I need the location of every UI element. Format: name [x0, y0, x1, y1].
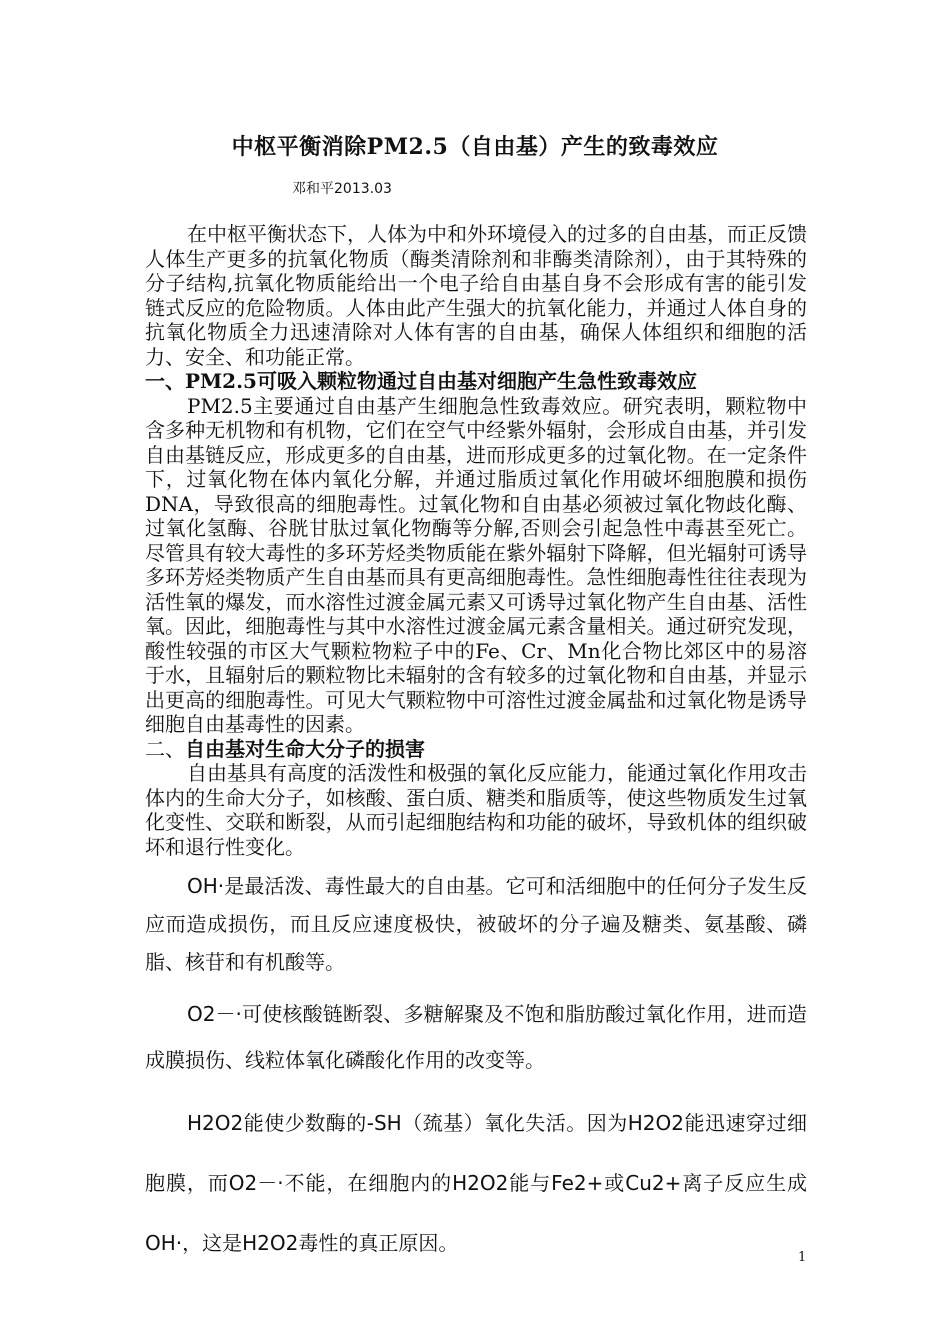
- page-number: 1: [798, 1250, 807, 1265]
- section-1-paragraph: PM2.5主要通过自由基产生细胞急性致毒效应。研究表明，颗粒物中含多种无机物和有机物，它们在空气中经紫外辐射，会形成自由基，并引发自由基链反应，形成更多的自由基，进而形成更多的过氧化物。在一定条件下，过氧化物在体内氧化分解，并通过脂质过氧化作用破坏细胞膜和损伤DNA，导致很高的细胞毒性。过氧化物和自由基必须被过氧化物歧化酶、过氧化氢酶、谷胱甘肽过氧化物酶等分解,否则会引起急性中毒甚至死亡。尽管具有较大毒性的多环芳烃类物质能在紫外辐射下降解，但光辐射可诱导多环芳烃类物质产生自由基而具有更高细胞毒性。急性细胞毒性往往表现为活性氧的爆发，而水溶性过渡金属元素又可诱导过氧化物产生自由基、活性氧。因此，细胞毒性与其中水溶性过渡金属元素含量相关。通过研究发现，酸性较强的市区大气颗粒物粒子中的Fe、Cr、Mn化合物比郊区中的易溶于水，且辐射后的颗粒物比未辐射的含有较多的过氧化物和自由基，并显示出更高的细胞毒性。可见大气颗粒物中可溶性过渡金属盐和过氧化物是诱导细胞自由基毒性的因素。: [145, 393, 807, 736]
- o2-paragraph: [145, 991, 807, 1083]
- h2o2-text-9: 毒性的真正原因。: [298, 1231, 459, 1255]
- h2o2-term: H2O2: [187, 1111, 244, 1135]
- oh-text: 是最活泼、毒性最大的自由基。它可和活细胞中的任何分子发生反应而造成损伤，而且反应速度极快，被破坏的分子遍及糖类、氨基酸、磷脂、核苷和有机酸等。: [145, 874, 807, 974]
- fe-term: Fe2+: [551, 1171, 604, 1195]
- section-2-paragraph: 自由基具有高度的活泼性和极强的氧化反应能力，能通过氧化作用攻击体内的生命大分子，如核酸、蛋白质、糖类和脂质等，使这些物质发生过氧化变性、交联和断裂，从而引起细胞结构和功能的破坏，导致机体的组织破坏和退行性变化。: [145, 761, 807, 859]
- oh-paragraph: [145, 867, 807, 981]
- o2-term: O2－·: [187, 1002, 242, 1026]
- section-heading-1: 一、PM2.5可吸入颗粒物通过自由基对细胞产生急性致毒效应: [145, 369, 697, 393]
- h2o2-text-6: 或: [603, 1171, 626, 1195]
- heading-2-number: 二、: [145, 736, 185, 761]
- h2o2-text-8: ，这是: [182, 1231, 243, 1255]
- h2o2-text-1: 能使少数酶的: [243, 1111, 367, 1135]
- h2o2-term-3: H2O2: [452, 1171, 509, 1195]
- author-date: [292, 178, 392, 198]
- o2-text: 可使核酸链断裂、多糖解聚及不饱和脂肪酸过氧化作用，进而造成膜损伤、线粒体氧化磷酸化作用的改变等。: [145, 1002, 807, 1072]
- h2o2-paragraph: [145, 1093, 807, 1273]
- intro-paragraph: 在中枢平衡状态下，人体为中和外环境侵入的过多的自由基，而正反馈人体生产更多的抗氧化物质（酶类清除剂和非酶类清除剂），由于其特殊的分子结构,抗氧化物质能给出一个电子给自由基自身不会形成有害的能引发链式反应的危险物质。人体由此产生强大的抗氧化能力，并通过人体自身的抗氧化物质全力迅速清除对人体有害的自由基，确保人体组织和细胞的活力、安全、和功能正常。: [145, 222, 807, 369]
- h2o2-text-7: 离子反应生成: [681, 1171, 808, 1195]
- document-title: 中枢平衡消除PM2.5（自由基）产生的致毒效应: [231, 134, 719, 160]
- h2o2-text-2: （巯基）氧化失活。因为: [401, 1111, 628, 1135]
- section-heading-2: [145, 737, 807, 762]
- author-text: 邓和平2013.03: [292, 181, 392, 197]
- heading-2-text: 自由基对生命大分子的损害: [185, 736, 425, 761]
- h2o2-term-2: H2O2: [627, 1111, 684, 1135]
- h2o2-text-4: 不能，在细胞内的: [283, 1171, 453, 1195]
- h2o2-text-3: 能迅速穿过细胞膜，而: [145, 1111, 808, 1195]
- h2o2-text-5: 能与: [508, 1171, 552, 1195]
- sh-term: -SH: [366, 1111, 402, 1135]
- oh-term: OH·: [187, 874, 225, 898]
- o2-term-2: O2－·: [228, 1171, 284, 1195]
- cu-term: Cu2+: [625, 1171, 682, 1195]
- h2o2-term-4: H2O2: [242, 1231, 299, 1255]
- oh-term-2: OH·: [145, 1231, 183, 1255]
- document-body: [145, 222, 807, 1273]
